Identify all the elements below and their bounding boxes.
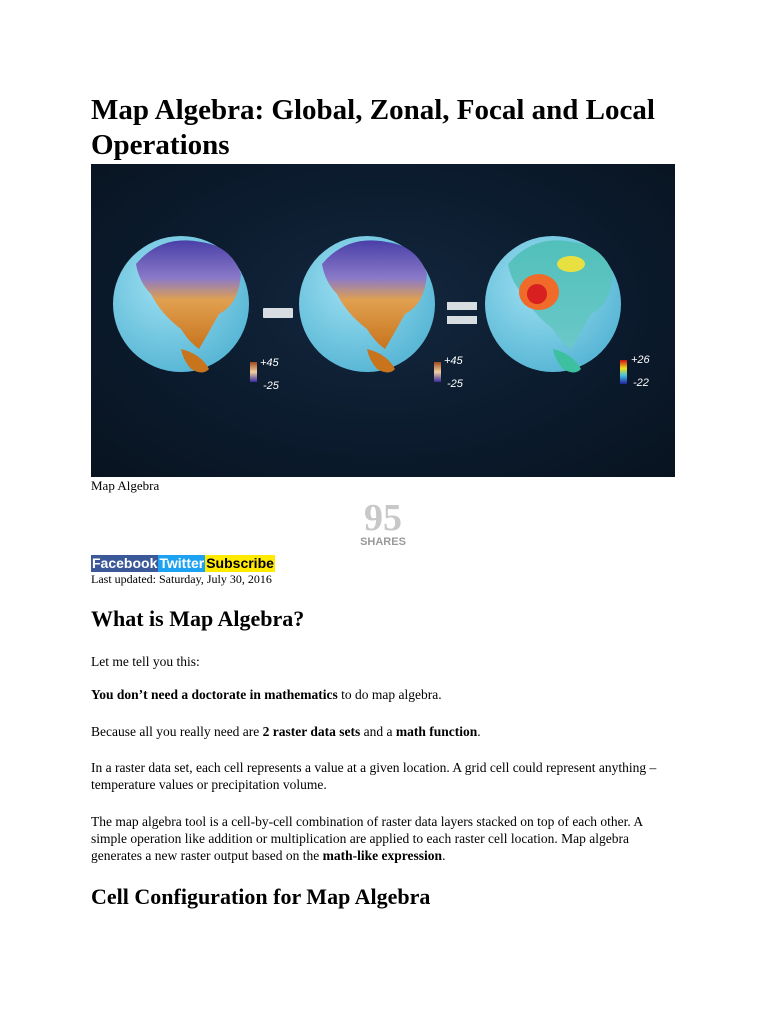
equals-sign-top xyxy=(447,302,477,310)
paragraph-tool xyxy=(91,813,681,864)
facebook-button[interactable]: Facebook xyxy=(92,555,158,571)
req-raster: 2 raster data sets xyxy=(262,724,361,739)
share-label: SHARES xyxy=(360,536,406,548)
legend-1-max: +45 xyxy=(260,357,279,369)
legend-3-min: -22 xyxy=(633,377,649,389)
req-c: and a xyxy=(360,724,396,739)
bold-doctorate: You don’t need a doctorate in mathematics xyxy=(91,687,338,702)
share-count: 95 xyxy=(364,497,402,539)
globe-temperature-1 xyxy=(113,236,249,373)
paragraph-intro: Let me tell you this: xyxy=(91,654,200,669)
legend-1-min: -25 xyxy=(263,380,279,392)
legend-bar-1 xyxy=(250,362,257,382)
tool-c: . xyxy=(442,848,446,863)
doctorate-rest: to do map algebra. xyxy=(337,687,442,702)
paragraph-doctorate xyxy=(91,686,681,703)
twitter-button[interactable]: Twitter xyxy=(159,555,205,571)
legend-2-max: +45 xyxy=(444,355,463,367)
req-math: math function xyxy=(395,724,478,739)
equals-sign-bottom xyxy=(447,316,477,324)
subscribe-button[interactable]: Subscribe xyxy=(206,555,274,571)
globe-difference xyxy=(485,236,621,373)
paragraph-raster-cell: In a raster data set, each cell represents a value at a given location. A grid cell could represent anything – temperature values or precipitation volume. xyxy=(91,760,657,792)
legend-3-max: +26 xyxy=(631,354,650,366)
map-algebra-figure xyxy=(91,164,675,477)
paragraph-requirements xyxy=(91,723,681,740)
tool-expression: math-like expression xyxy=(322,848,443,863)
globe-temperature-2 xyxy=(299,236,435,373)
figure-caption: Map Algebra xyxy=(91,478,160,493)
legend-bar-2 xyxy=(434,362,441,382)
legend-bar-3 xyxy=(620,360,627,384)
share-counter xyxy=(341,497,425,548)
globes-illustration xyxy=(91,164,675,477)
section-heading-cell-config: Cell Configuration for Map Algebra xyxy=(91,884,431,909)
tool-a: The map algebra tool is a cell-by-cell combination of raster data layers stacked on top of each other. A simple operation like addition or multiplication are applied to each raster cell location. Map algebra generates a new raster output based on the xyxy=(91,814,643,863)
section-heading-what-is: What is Map Algebra? xyxy=(91,606,305,631)
social-buttons xyxy=(91,555,275,572)
minus-sign xyxy=(263,308,293,318)
last-updated: Last updated: Saturday, July 30, 2016 xyxy=(91,572,272,586)
req-d: . xyxy=(477,724,481,739)
legend-2-min: -25 xyxy=(447,378,463,390)
req-a: Because all you really need are xyxy=(91,724,263,739)
page-title: Map Algebra: Global, Zonal, Focal and Local Operations xyxy=(91,94,655,161)
